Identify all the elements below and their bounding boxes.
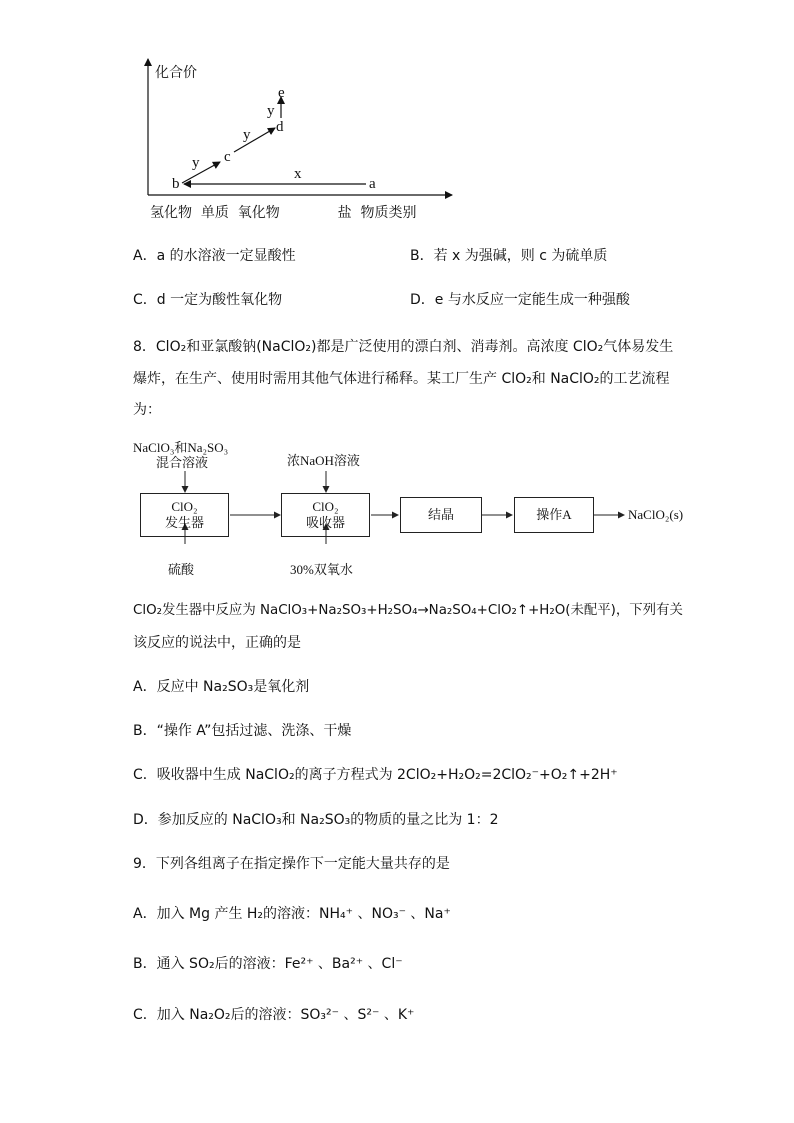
q8-option-b: B．“操作 A”包括过滤、洗涤、干燥 <box>133 723 352 739</box>
x-axis-label: 氢化物 单质 氧化物 盐 物质类别 <box>150 205 417 221</box>
q9-option-c: C．加入 Na₂O₂后的溶液：SO₃²⁻ 、S²⁻ 、K⁺ <box>133 1007 415 1023</box>
point-c: c <box>224 149 231 165</box>
q8-option-c: C．吸收器中生成 NaClO₂的离子方程式为 2ClO₂+H₂O₂=2ClO₂⁻+O₂↑+2H⁺ <box>133 767 618 783</box>
flow-input-top-1-line1: NaClO₃和Na₂SO₃ <box>133 440 229 455</box>
q8-reaction-line2: 该反应的说法中，正确的是 <box>133 635 301 651</box>
q8-reaction-line1: ClO₂发生器中反应为 NaClO₃+Na₂SO₃+H₂SO₄→Na₂SO₄+ClO₂↑+H₂O(未配平)，下列有关 <box>133 603 683 618</box>
label-y3: y <box>267 103 275 119</box>
label-y2: y <box>243 127 251 143</box>
flow-box-generator: ClO₂ 发生器 <box>140 493 229 537</box>
flow-input-top-1-line2: 混合溶液 <box>156 455 209 470</box>
arrow-b-to-c <box>182 162 220 183</box>
q9-option-b: B．通入 SO₂后的溶液：Fe²⁺ 、Ba²⁺ 、Cl⁻ <box>133 956 403 972</box>
label-x: x <box>294 166 302 182</box>
q8-stem-line2: 爆炸，在生产、使用时需用其他气体进行稀释。某工厂生产 ClO₂和 NaClO₂的工艺流程 <box>133 371 670 387</box>
label-y1: y <box>192 155 200 171</box>
q8-stem-line1: 8．ClO₂和亚氯酸钠(NaClO₂)都是广泛使用的漂白剂、消毒剂。高浓度 ClO₂气体易发生 <box>133 339 674 355</box>
point-a: a <box>369 176 376 192</box>
point-d: d <box>276 119 284 135</box>
q7-option-d: D．e 与水反应一定能生成一种强酸 <box>410 292 630 308</box>
flow-box-crystallization: 结晶 <box>400 497 482 533</box>
point-e: e <box>278 85 285 101</box>
q9-stem: 9．下列各组离子在指定操作下一定能大量共存的是 <box>133 856 450 872</box>
q7-option-a: A．a 的水溶液一定显酸性 <box>133 248 296 264</box>
flow-box-operation-a: 操作A <box>514 497 594 533</box>
q8-option-a: A．反应中 Na₂SO₃是氧化剂 <box>133 679 310 695</box>
arrow-c-to-d <box>234 128 275 152</box>
flow-box-absorber: ClO₂ 吸收器 <box>281 493 370 537</box>
q7-option-c: C．d 一定为酸性氧化物 <box>133 292 283 308</box>
q8-stem-line3: 为： <box>133 402 161 418</box>
q7-option-b: B．若 x 为强碱，则 c 为硫单质 <box>410 248 608 264</box>
flow-input-bottom-1: 硫酸 <box>168 562 195 577</box>
point-b: b <box>172 176 180 192</box>
flow-input-bottom-2: 30%双氧水 <box>290 562 353 577</box>
flow-output: NaClO₂(s) <box>628 507 684 522</box>
y-axis-label: 化合价 <box>155 65 197 81</box>
q8-option-d: D．参加反应的 NaClO₃和 Na₂SO₃的物质的量之比为 1：2 <box>133 812 499 828</box>
q9-option-a: A．加入 Mg 产生 H₂的溶液：NH₄⁺ 、NO₃⁻ 、Na⁺ <box>133 906 451 922</box>
flow-input-top-2: 浓NaOH溶液 <box>287 453 360 468</box>
